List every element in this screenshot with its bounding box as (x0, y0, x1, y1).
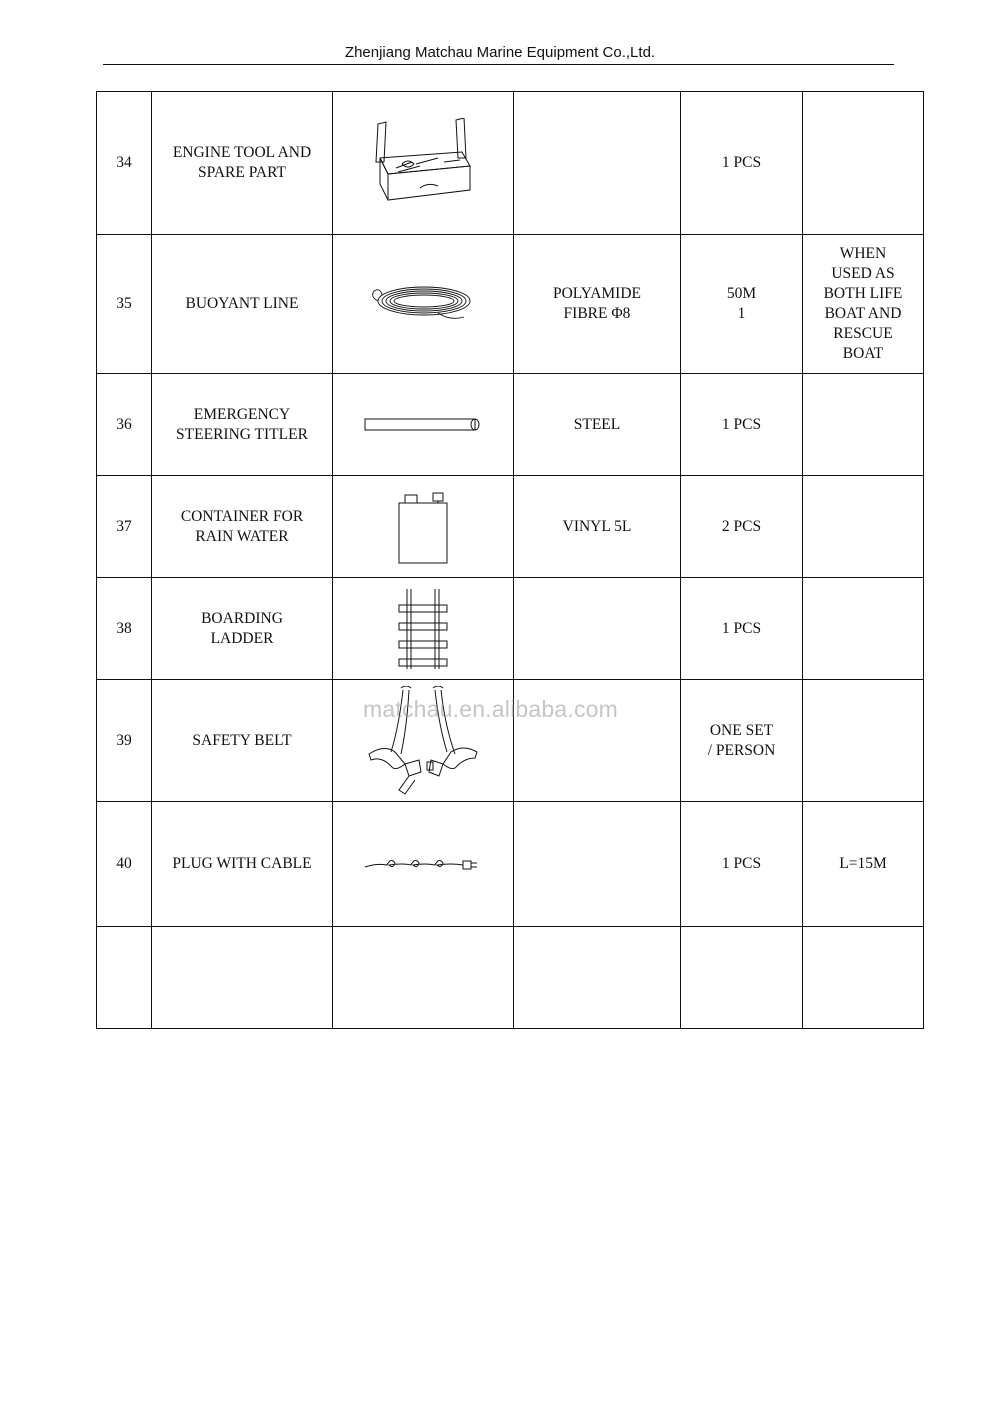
item-number: 35 (97, 235, 152, 374)
item-quantity: 1 PCS (681, 578, 803, 680)
company-header: Zhenjiang Matchau Marine Equipment Co.,Ltd. (344, 44, 656, 61)
item-material: POLYAMIDE FIBRE Φ8 (514, 235, 681, 374)
item-number: 37 (97, 476, 152, 578)
item-remark (803, 92, 924, 235)
table-row (97, 578, 924, 680)
item-number: 39 (97, 680, 152, 802)
rope-coil-icon (368, 279, 478, 329)
item-remark (803, 680, 924, 802)
item-quantity: 1 PCS (681, 374, 803, 476)
plug-cable-icon (363, 853, 483, 875)
item-remark (803, 374, 924, 476)
table-row (97, 92, 924, 235)
item-name: EMERGENCY STEERING TITLER (152, 374, 333, 476)
jerrycan-icon (395, 489, 451, 565)
watermark-text: matchau.en.alibaba.com (363, 696, 618, 722)
item-name (152, 927, 333, 1029)
item-material (514, 802, 681, 927)
item-name: ENGINE TOOL AND SPARE PART (152, 92, 333, 235)
table-row (97, 802, 924, 927)
equipment-table (96, 91, 924, 1029)
table-row (97, 476, 924, 578)
item-image (333, 927, 514, 1029)
table-row (97, 235, 924, 374)
item-name: SAFETY BELT (152, 680, 333, 802)
item-remark (803, 927, 924, 1029)
item-quantity: 50M 1 (681, 235, 803, 374)
header-divider (103, 64, 894, 65)
item-name: PLUG WITH CABLE (152, 802, 333, 927)
item-material (514, 578, 681, 680)
item-image (333, 92, 514, 235)
table-row (97, 927, 924, 1029)
item-number: 38 (97, 578, 152, 680)
item-name: CONTAINER FOR RAIN WATER (152, 476, 333, 578)
item-quantity (681, 927, 803, 1029)
item-material: STEEL (514, 374, 681, 476)
item-material (514, 927, 681, 1029)
toolbox-icon (368, 118, 478, 208)
tiller-bar-icon (363, 416, 483, 434)
item-number: 34 (97, 92, 152, 235)
item-remark (803, 476, 924, 578)
item-image (333, 578, 514, 680)
item-name: BUOYANT LINE (152, 235, 333, 374)
item-quantity: 1 PCS (681, 802, 803, 927)
item-image (333, 802, 514, 927)
ladder-icon (395, 587, 451, 671)
item-remark (803, 578, 924, 680)
table-row (97, 374, 924, 476)
item-material (514, 92, 681, 235)
item-name: BOARDING LADDER (152, 578, 333, 680)
item-material: VINYL 5L (514, 476, 681, 578)
item-image (333, 476, 514, 578)
item-remark: L=15M (803, 802, 924, 927)
item-quantity: 1 PCS (681, 92, 803, 235)
item-quantity: ONE SET / PERSON (681, 680, 803, 802)
item-number: 40 (97, 802, 152, 927)
item-image (333, 235, 514, 374)
item-number (97, 927, 152, 1029)
item-remark: WHEN USED AS BOTH LIFE BOAT AND RESCUE BOAT (803, 235, 924, 374)
item-image (333, 374, 514, 476)
item-number: 36 (97, 374, 152, 476)
item-quantity: 2 PCS (681, 476, 803, 578)
